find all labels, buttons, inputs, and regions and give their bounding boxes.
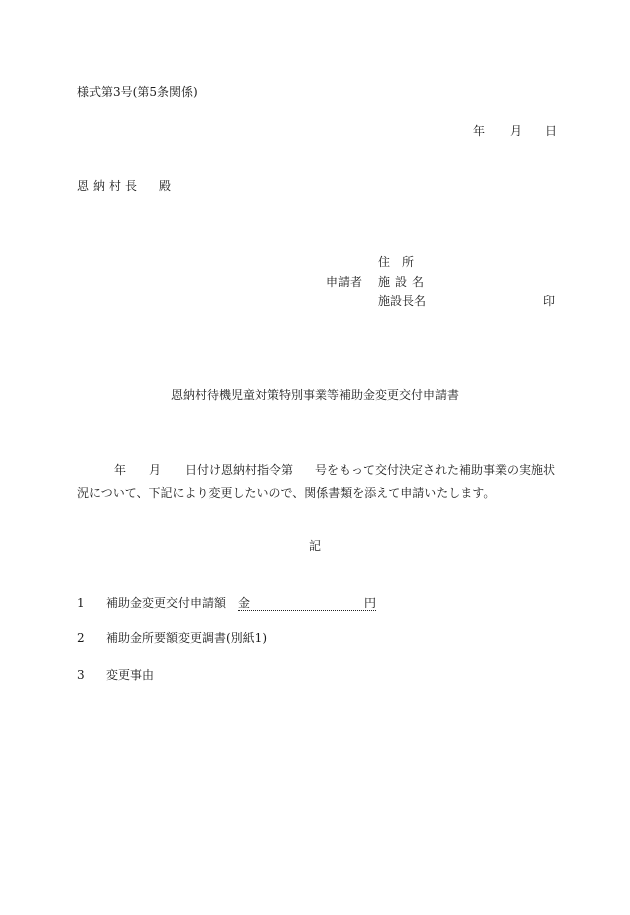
item-text-1: 補助金変更交付申請額 [106,596,227,610]
date-day-label: 日 [545,124,558,138]
address-label: 住 所 [378,255,415,269]
seal-mark: 印 [543,294,556,308]
applicant-label: 申請者 [326,275,363,289]
item-number-2: 2 [77,631,85,645]
amount-suffix: 円 [363,596,376,610]
date-month-label: 月 [510,124,523,138]
facility-name-label: 施設名 [378,275,430,289]
amount-prefix: 金 [238,596,251,610]
document-title: 恩納村待機児童対策特別事業等補助金変更交付申請書 [170,388,459,402]
body-line-2: 況について、下記により変更したいので、関係書類を添えて申請いたします。 [77,486,496,500]
item-number-1: 1 [77,596,85,610]
body-year-label: 年 [114,463,127,477]
form-number: 様式第3号(第5条関係) [77,85,198,99]
item-text-3: 変更事由 [106,668,155,682]
body-go-text: 号をもって交付決定された補助事業の実施状 [315,463,556,477]
addressee-honorific: 殿 [159,179,172,193]
addressee-name: 恩納村長 [77,179,142,193]
date-year-label: 年 [473,124,486,138]
body-month-label: 月 [149,463,162,477]
addressee [77,180,171,192]
director-name-label: 施設長名 [378,294,427,308]
ki-heading: 記 [308,539,321,553]
item-text-2: 補助金所要額変更調書(別紙1) [106,631,267,645]
body-date-text: 日付け恩納村指令第 [185,463,294,477]
item-number-3: 3 [77,668,85,682]
amount-field[interactable] [238,594,376,611]
